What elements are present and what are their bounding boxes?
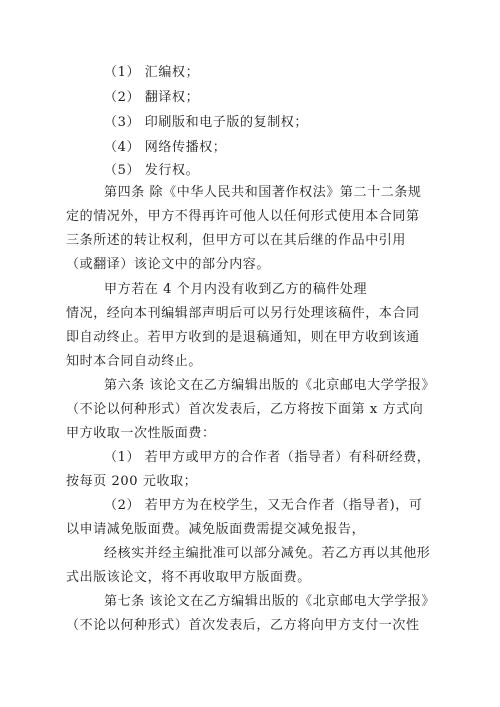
article-4-line-1: 第四条 除《中华人民共和国著作权法》第二十二条规 [104, 185, 422, 200]
article-6-option-2-line-2: 以申请减免版面费。减免版面费需提交减免报告， [66, 522, 366, 537]
article-6-option-2-line-4: 式出版该论文，将不再收取甲方版面费。 [66, 570, 311, 585]
article-6-option-2-line-1: （2） 若甲方为在校学生，又无合作者（指导者)，可 [104, 498, 423, 513]
article-5-line-2: 情况，经向本刊编辑部声明后可以另行处理该稿件，本合同 [66, 306, 420, 321]
article-7-line-1: 第七条 该论文在乙方编辑出版的《北京邮电大学学报》 [104, 594, 436, 609]
article-7-line-2: （不论以何种形式）首次发表后，乙方将向甲方支付一次性 [66, 618, 420, 633]
article-5-line-3: 即自动终止。若甲方收到的是退稿通知，则在甲方收到该通 [66, 330, 420, 345]
article-5-line-4: 知时本合同自动终止。 [66, 354, 203, 369]
list-item-reproduction-right: （3） 印刷版和电子版的复制权； [104, 115, 309, 130]
article-6-line-2: （不论以何种形式）首次发表后，乙方将按下面第 x 方式向 [66, 402, 424, 417]
article-5-line-1: 甲方若在 4 个月内没有收到乙方的稿件处理 [104, 282, 368, 297]
article-4-line-4: （或翻译）该论文中的部分内容。 [66, 257, 271, 272]
article-6-option-2-line-3: 经核实并经主编批准可以部分减免。若乙方再以其他形 [104, 546, 431, 561]
article-6-line-1: 第六条 该论文在乙方编辑出版的《北京邮电大学学报》 [104, 378, 436, 393]
article-6-option-1-line-1: （1） 若甲方或甲方的合作者（指导者）有科研经费， [104, 450, 431, 465]
article-6-line-3: 甲方收取一次性版面费： [66, 426, 216, 441]
list-item-distribution-right: （5） 发行权。 [104, 163, 200, 178]
list-item-compilation-right: （1） 汇编权； [104, 65, 200, 80]
list-item-network-right: （4） 网络传播权； [104, 140, 227, 155]
article-4-line-3: 三条所述的转让权利，但甲方可以在其后继的作品中引用 [66, 233, 407, 248]
article-4-line-2: 定的情况外，甲方不得再许可他人以任何形式使用本合同第 [66, 209, 420, 224]
list-item-translation-right: （2） 翻译权； [104, 90, 200, 105]
article-6-option-1-line-2: 按每页 200 元收取； [66, 474, 198, 489]
